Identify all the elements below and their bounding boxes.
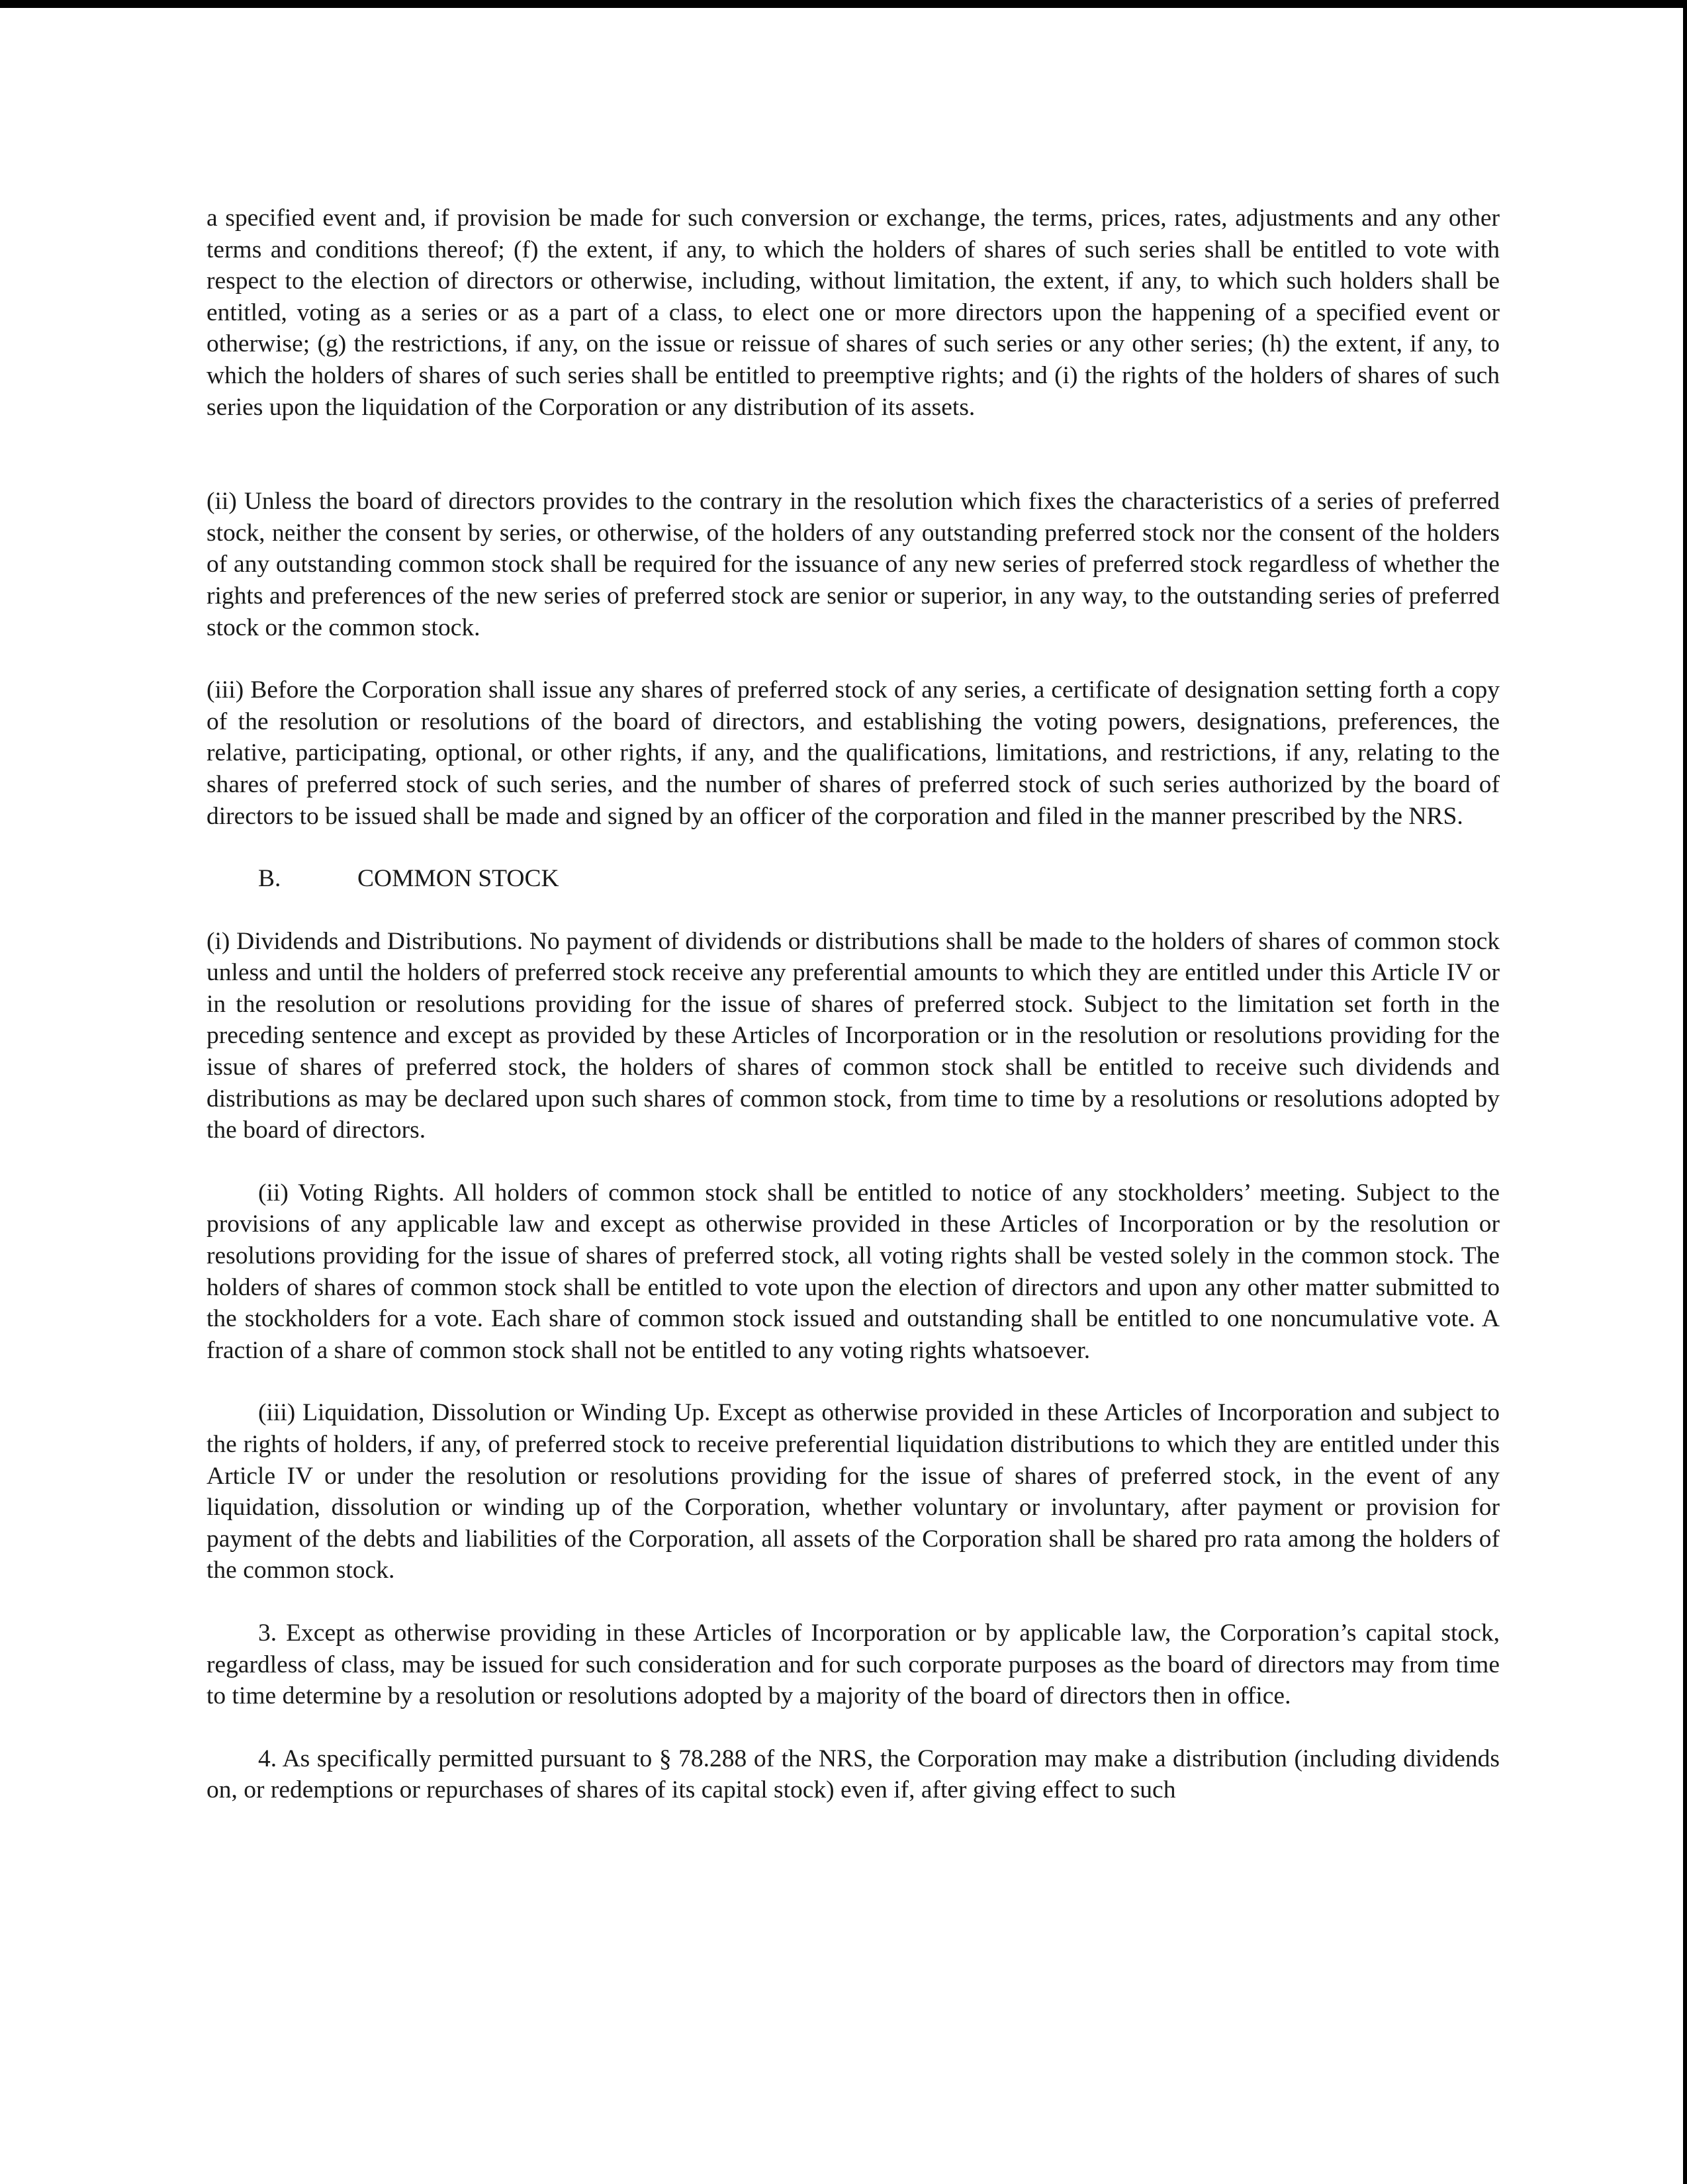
paragraph-common-liquidation: (iii) Liquidation, Dissolution or Winding Up. Except as otherwise provided in these Articles of Incorporation and subject to the rights of holders, if any, of preferred stock to receive preferential liquidation distributions to which they are entitled under this Article IV or under the resolution or resolutions providing for the issue of shares of preferred stock, in the event of any liquidation, dissolution or winding up of the Corporation, whether voluntary or involuntary, after payment or provision for payment of the debts and liabilities of the Corporation, all assets of the Corporation shall be shared pro rata among the holders of the common stock. xyxy=(206,1399,1500,1584)
paragraph-preferred-continuation: a specified event and, if provision be made for such conversion or exchange, the terms, prices, rates, adjustments and any other terms and conditions thereof; (f) the extent, if any, to which the holders of shares of such series shall be entitled to vote with respect to the election of directors or otherwise, including, without limitation, the extent, if any, to which such holders shall be entitled, voting as a series or as a part of a class, to elect one or more directors upon the happening of a specified event or otherwise; (g) the restrictions, if any, on the issue or reissue of shares of such series or any other series; (h) the extent, if any, to which the holders of shares of such series shall be entitled to preemptive rights; and (i) the rights of the holders of shares of such series upon the liquidation of the Corporation or any distribution of its assets. xyxy=(206,205,1500,421)
section-label: B. xyxy=(258,865,281,893)
paragraph-preferred-ii: (ii) Unless the board of directors provides to the contrary in the resolution which fixes the characteristics of a series of preferred stock, neither the consent by series, or otherwise, of the holders of any outstanding preferred stock nor the consent of the holders of any outstanding common stock shall be required for the issuance of any new series of preferred stock regardless of whether the rights and preferences of the new series of preferred stock are senior or superior, in any way, to the outstanding series of preferred stock or the common stock. xyxy=(206,488,1500,641)
paragraph-preferred-iii: (iii) Before the Corporation shall issue any shares of preferred stock of any series, a certificate of designation setting forth a copy of the resolution or resolutions of the board of directors, and establishing the voting powers, designations, preferences, the relative, participating, optional, or other rights, if any, and the qualifications, limitations, and restrictions, if any, relating to the shares of preferred stock of such series, and the number of shares of preferred stock of such series authorized by the board of directors to be issued shall be made and signed by an officer of the corporation and filed in the manner prescribed by the NRS. xyxy=(206,676,1500,830)
section-title: COMMON STOCK xyxy=(357,865,559,893)
paragraph-item-4: 4. As specifically permitted pursuant to § 78.288 of the NRS, the Corporation may make a distribution (including dividends on, or redemptions or repurchases of shares of its capital stock) even if, after giving effect to such xyxy=(206,1745,1500,1804)
scan-top-border xyxy=(0,0,1687,8)
paragraph-common-dividends: (i) Dividends and Distributions. No payment of dividends or distributions shall be made to the holders of shares of common stock unless and until the holders of preferred stock receive any preferential amounts to which they are entitled under this Article IV or in the resolution or resolutions providing for the issue of shares of preferred stock. Subject to the limitation set forth in the preceding sentence and except as provided by these Articles of Incorporation or in the resolution or resolutions providing for the issue of shares of preferred stock, the holders of shares of common stock shall be entitled to receive such dividends and distributions as may be declared upon such shares of common stock, from time to time by a resolutions or resolutions adopted by the board of directors. xyxy=(206,927,1500,1144)
document-page xyxy=(206,203,1500,1806)
scan-right-border xyxy=(1683,0,1687,2184)
paragraph-common-voting-rights: (ii) Voting Rights. All holders of common stock shall be entitled to notice of any stockholders’ meeting. Subject to the provisions of any applicable law and except as otherwise provided in these Articles of Incorporation or by the resolution or resolutions providing for the issue of shares of preferred stock, all voting rights shall be vested solely in the common stock. The holders of shares of common stock shall be entitled to vote upon the election of directors and upon any other matter submitted to the stockholders for a vote. Each share of common stock issued and outstanding shall be entitled to one noncumulative vote. A fraction of a share of common stock shall not be entitled to any voting rights whatsoever. xyxy=(206,1179,1500,1364)
section-heading-common-stock xyxy=(206,863,1500,895)
paragraph-item-3: 3. Except as otherwise providing in these Articles of Incorporation or by applicable law, the Corporation’s capital stock, regardless of class, may be issued for such consideration and for such corporate purposes as the board of directors may from time to time determine by a resolution or resolutions adopted by a majority of the board of directors then in office. xyxy=(206,1619,1500,1710)
